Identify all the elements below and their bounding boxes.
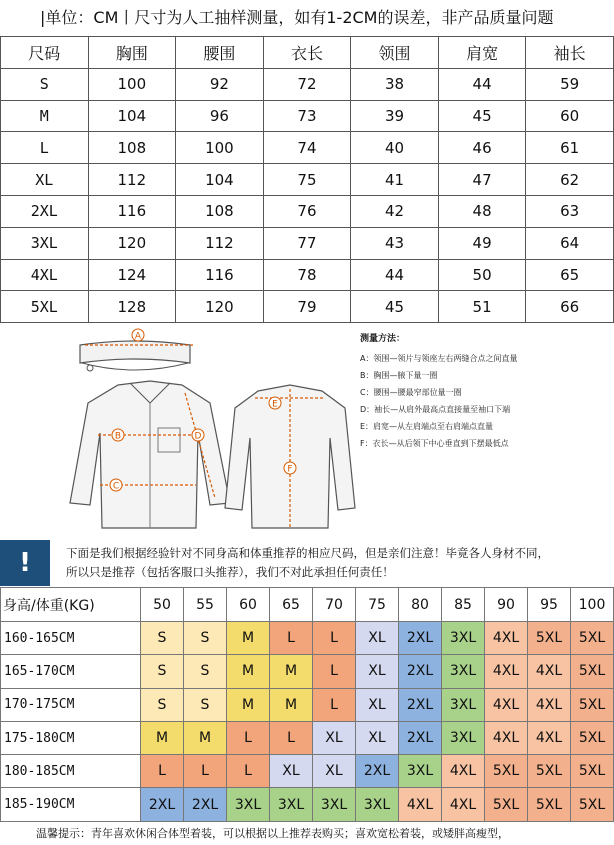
notice-line-2: 所以只是推荐（包括客服口头推荐），我们不对此承担任何责任！ bbox=[66, 565, 394, 579]
spec-value-cell: 43 bbox=[351, 227, 439, 259]
spec-value-cell: 104 bbox=[176, 164, 264, 196]
spec-row bbox=[1, 68, 614, 100]
spec-value-cell: 65 bbox=[526, 259, 614, 291]
rec-size-cell: S bbox=[184, 622, 227, 655]
methods-title: 测量方法： bbox=[360, 334, 406, 344]
spec-value-cell: 47 bbox=[438, 164, 526, 196]
rec-size-cell: 4XL bbox=[485, 655, 528, 688]
spec-value-cell: 116 bbox=[176, 259, 264, 291]
rec-height-label: 180-185CM bbox=[1, 755, 141, 788]
rec-corner-label: 身高/体重(KG) bbox=[1, 588, 141, 622]
rec-size-cell: XL bbox=[313, 721, 356, 754]
spec-value-cell: 77 bbox=[263, 227, 351, 259]
rec-size-cell: 4XL bbox=[442, 755, 485, 788]
rec-size-cell: 3XL bbox=[442, 721, 485, 754]
spec-value-cell: 66 bbox=[526, 291, 614, 323]
spec-row bbox=[1, 259, 614, 291]
rec-size-cell: 3XL bbox=[442, 655, 485, 688]
spec-value-cell: 41 bbox=[351, 164, 439, 196]
rec-size-cell: 4XL bbox=[485, 688, 528, 721]
spec-value-cell: 64 bbox=[526, 227, 614, 259]
rec-size-cell: 5XL bbox=[571, 688, 614, 721]
spec-value-cell: 108 bbox=[88, 132, 176, 164]
rec-size-cell: 4XL bbox=[528, 655, 571, 688]
rec-size-cell: 2XL bbox=[399, 655, 442, 688]
rec-weight-header: 95 bbox=[528, 588, 571, 622]
spec-row bbox=[1, 100, 614, 132]
marker-b bbox=[112, 429, 124, 442]
rec-size-cell: 5XL bbox=[485, 755, 528, 788]
spec-value-cell: 60 bbox=[526, 100, 614, 132]
spec-value-cell: 100 bbox=[88, 68, 176, 100]
rec-size-cell: M bbox=[227, 655, 270, 688]
spec-value-cell: 40 bbox=[351, 132, 439, 164]
method-c: C：腰围—腰最窄部位量一圈 bbox=[360, 388, 462, 397]
rec-size-cell: 3XL bbox=[227, 788, 270, 821]
rec-size-cell: L bbox=[313, 622, 356, 655]
spec-size-cell: 2XL bbox=[1, 195, 89, 227]
spec-row bbox=[1, 291, 614, 323]
spec-row bbox=[1, 132, 614, 164]
rec-size-cell: XL bbox=[270, 755, 313, 788]
spec-value-cell: 120 bbox=[88, 227, 176, 259]
rec-size-cell: XL bbox=[356, 688, 399, 721]
rec-size-cell: S bbox=[141, 622, 184, 655]
spec-value-cell: 108 bbox=[176, 195, 264, 227]
spec-value-cell: 62 bbox=[526, 164, 614, 196]
rec-size-cell: M bbox=[141, 721, 184, 754]
rec-size-cell: L bbox=[313, 655, 356, 688]
spec-value-cell: 112 bbox=[88, 164, 176, 196]
rec-size-cell: 5XL bbox=[528, 622, 571, 655]
method-f: F：衣长—从后领下中心垂直到下摆最低点 bbox=[360, 439, 509, 448]
notice-text bbox=[66, 544, 611, 582]
rec-size-cell: 5XL bbox=[485, 788, 528, 821]
method-d: D：袖长—从肩外最高点直接量至袖口下端 bbox=[360, 405, 511, 414]
rec-size-cell: M bbox=[227, 622, 270, 655]
spec-value-cell: 39 bbox=[351, 100, 439, 132]
marker-f-label: F bbox=[287, 464, 293, 475]
spec-value-cell: 128 bbox=[88, 291, 176, 323]
spec-header-sleeve: 袖长 bbox=[526, 37, 614, 69]
footer-tip: 温馨提示：青年喜欢休闲合体型着装，可以根据以上推荐表购买；喜欢宽松着装，或矮胖高瘦型， bbox=[0, 822, 614, 845]
marker-e-label: E bbox=[272, 399, 278, 410]
rec-weight-header: 65 bbox=[270, 588, 313, 622]
rec-weight-header: 100 bbox=[571, 588, 614, 622]
rec-height-label: 175-180CM bbox=[1, 721, 141, 754]
rec-size-cell: L bbox=[270, 721, 313, 754]
rec-row bbox=[1, 755, 614, 788]
rec-size-cell: XL bbox=[356, 622, 399, 655]
spec-value-cell: 44 bbox=[351, 259, 439, 291]
rec-height-label: 160-165CM bbox=[1, 622, 141, 655]
rec-size-cell: 3XL bbox=[399, 755, 442, 788]
rec-size-cell: 5XL bbox=[571, 788, 614, 821]
spec-value-cell: 38 bbox=[351, 68, 439, 100]
spec-size-cell: 3XL bbox=[1, 227, 89, 259]
spec-size-cell: XL bbox=[1, 164, 89, 196]
marker-b-label: B bbox=[114, 431, 122, 442]
unit-note: |单位：CM丨尺寸为人工抽样测量，如有1-2CM的误差，非产品质量问题 bbox=[40, 8, 554, 27]
marker-c bbox=[110, 479, 122, 492]
rec-size-cell: L bbox=[227, 755, 270, 788]
rec-size-cell: M bbox=[184, 721, 227, 754]
spec-value-cell: 76 bbox=[263, 195, 351, 227]
marker-c-label: C bbox=[112, 481, 120, 492]
rec-size-cell: 2XL bbox=[141, 788, 184, 821]
rec-size-cell: XL bbox=[356, 655, 399, 688]
spec-value-cell: 46 bbox=[438, 132, 526, 164]
rec-weight-header: 90 bbox=[485, 588, 528, 622]
method-a: A：领围—领片与领座左右两缝合点之间直量 bbox=[360, 354, 518, 363]
spec-value-cell: 100 bbox=[176, 132, 264, 164]
size-spec-table bbox=[0, 36, 614, 323]
rec-size-cell: S bbox=[184, 655, 227, 688]
rec-size-cell: 3XL bbox=[270, 788, 313, 821]
spec-value-cell: 112 bbox=[176, 227, 264, 259]
rec-size-cell: L bbox=[227, 721, 270, 754]
rec-size-cell: XL bbox=[313, 755, 356, 788]
spec-value-cell: 59 bbox=[526, 68, 614, 100]
rec-size-cell: 2XL bbox=[184, 788, 227, 821]
rec-height-label: 185-190CM bbox=[1, 788, 141, 821]
spec-value-cell: 78 bbox=[263, 259, 351, 291]
rec-size-cell: 5XL bbox=[571, 755, 614, 788]
spec-value-cell: 75 bbox=[263, 164, 351, 196]
spec-value-cell: 49 bbox=[438, 227, 526, 259]
marker-d bbox=[192, 429, 204, 442]
spec-header-waist: 腰围 bbox=[176, 37, 264, 69]
marker-d-label: D bbox=[194, 431, 202, 442]
spec-value-cell: 104 bbox=[88, 100, 176, 132]
marker-a-label: A bbox=[134, 331, 142, 342]
rec-size-cell: M bbox=[227, 688, 270, 721]
rec-size-cell: 2XL bbox=[356, 755, 399, 788]
rec-weight-header: 50 bbox=[141, 588, 184, 622]
rec-size-cell: M bbox=[270, 688, 313, 721]
spec-value-cell: 124 bbox=[88, 259, 176, 291]
spec-value-cell: 45 bbox=[351, 291, 439, 323]
rec-row bbox=[1, 788, 614, 821]
spec-header-collar: 领围 bbox=[351, 37, 439, 69]
spec-value-cell: 48 bbox=[438, 195, 526, 227]
spec-row bbox=[1, 195, 614, 227]
spec-size-cell: 4XL bbox=[1, 259, 89, 291]
rec-size-cell: S bbox=[141, 655, 184, 688]
spec-value-cell: 92 bbox=[176, 68, 264, 100]
rec-size-cell: 2XL bbox=[399, 622, 442, 655]
rec-size-cell: XL bbox=[356, 721, 399, 754]
marker-e bbox=[269, 397, 281, 410]
rec-weight-header: 80 bbox=[399, 588, 442, 622]
spec-value-cell: 96 bbox=[176, 100, 264, 132]
rec-size-cell: L bbox=[313, 688, 356, 721]
spec-size-cell: S bbox=[1, 68, 89, 100]
rec-row bbox=[1, 688, 614, 721]
spec-row bbox=[1, 164, 614, 196]
rec-size-cell: S bbox=[141, 688, 184, 721]
rec-height-label: 165-170CM bbox=[1, 655, 141, 688]
rec-size-cell: M bbox=[270, 655, 313, 688]
method-e: E：肩宽—从左肩端点至右肩端点直量 bbox=[360, 422, 494, 431]
rec-size-cell: 5XL bbox=[528, 755, 571, 788]
rec-size-cell: L bbox=[270, 622, 313, 655]
spec-value-cell: 72 bbox=[263, 68, 351, 100]
marker-f bbox=[284, 462, 296, 475]
rec-size-cell: 5XL bbox=[571, 622, 614, 655]
measurement-diagram bbox=[0, 323, 614, 540]
spec-value-cell: 45 bbox=[438, 100, 526, 132]
rec-weight-header: 55 bbox=[184, 588, 227, 622]
spec-row bbox=[1, 227, 614, 259]
spec-header-row bbox=[1, 37, 614, 69]
rec-header-row bbox=[1, 588, 614, 622]
rec-size-cell: 4XL bbox=[485, 721, 528, 754]
rec-size-cell: 5XL bbox=[528, 788, 571, 821]
rec-size-cell: 3XL bbox=[442, 688, 485, 721]
rec-height-label: 170-175CM bbox=[1, 688, 141, 721]
size-recommendation-table bbox=[0, 587, 614, 822]
back-shirt-drawing bbox=[225, 385, 355, 528]
rec-size-cell: 4XL bbox=[485, 622, 528, 655]
rec-size-cell: 4XL bbox=[399, 788, 442, 821]
rec-size-cell: L bbox=[184, 755, 227, 788]
rec-size-cell: 3XL bbox=[442, 622, 485, 655]
marker-a bbox=[132, 329, 144, 342]
spec-value-cell: 42 bbox=[351, 195, 439, 227]
rec-size-cell: S bbox=[184, 688, 227, 721]
rec-weight-header: 75 bbox=[356, 588, 399, 622]
exclamation-icon: ! bbox=[0, 540, 50, 586]
rec-size-cell: 3XL bbox=[313, 788, 356, 821]
rec-size-cell: 4XL bbox=[528, 721, 571, 754]
spec-value-cell: 44 bbox=[438, 68, 526, 100]
rec-size-cell: 2XL bbox=[399, 688, 442, 721]
spec-header-chest: 胸围 bbox=[88, 37, 176, 69]
spec-value-cell: 79 bbox=[263, 291, 351, 323]
spec-value-cell: 120 bbox=[176, 291, 264, 323]
measurement-methods bbox=[360, 331, 610, 452]
rec-weight-header: 85 bbox=[442, 588, 485, 622]
rec-weight-header: 70 bbox=[313, 588, 356, 622]
rec-row bbox=[1, 655, 614, 688]
spec-header-length: 衣长 bbox=[263, 37, 351, 69]
rec-size-cell: 2XL bbox=[399, 721, 442, 754]
rec-weight-header: 60 bbox=[227, 588, 270, 622]
rec-size-cell: 5XL bbox=[571, 655, 614, 688]
collar-drawing bbox=[80, 341, 195, 371]
spec-value-cell: 116 bbox=[88, 195, 176, 227]
spec-header-shoulder: 肩宽 bbox=[438, 37, 526, 69]
front-shirt-drawing bbox=[70, 381, 230, 528]
spec-value-cell: 50 bbox=[438, 259, 526, 291]
spec-value-cell: 51 bbox=[438, 291, 526, 323]
rec-row bbox=[1, 622, 614, 655]
rec-row bbox=[1, 721, 614, 754]
spec-value-cell: 61 bbox=[526, 132, 614, 164]
rec-size-cell: 3XL bbox=[356, 788, 399, 821]
rec-size-cell: 5XL bbox=[571, 721, 614, 754]
shirt-illustration bbox=[0, 323, 360, 540]
spec-size-cell: L bbox=[1, 132, 89, 164]
rec-size-cell: 4XL bbox=[528, 688, 571, 721]
rec-size-cell: 4XL bbox=[442, 788, 485, 821]
notice-bar bbox=[0, 540, 614, 586]
spec-value-cell: 74 bbox=[263, 132, 351, 164]
rec-size-cell: L bbox=[141, 755, 184, 788]
spec-header-size: 尺码 bbox=[1, 37, 89, 69]
spec-value-cell: 63 bbox=[526, 195, 614, 227]
spec-value-cell: 73 bbox=[263, 100, 351, 132]
notice-line-1: 下面是我们根据经验针对不同身高和体重推荐的相应尺码，但是亲们注意！毕竟各人身材不同， bbox=[66, 546, 549, 560]
spec-size-cell: 5XL bbox=[1, 291, 89, 323]
spec-size-cell: M bbox=[1, 100, 89, 132]
method-b: B：胸围—腋下量一圈 bbox=[360, 371, 438, 380]
